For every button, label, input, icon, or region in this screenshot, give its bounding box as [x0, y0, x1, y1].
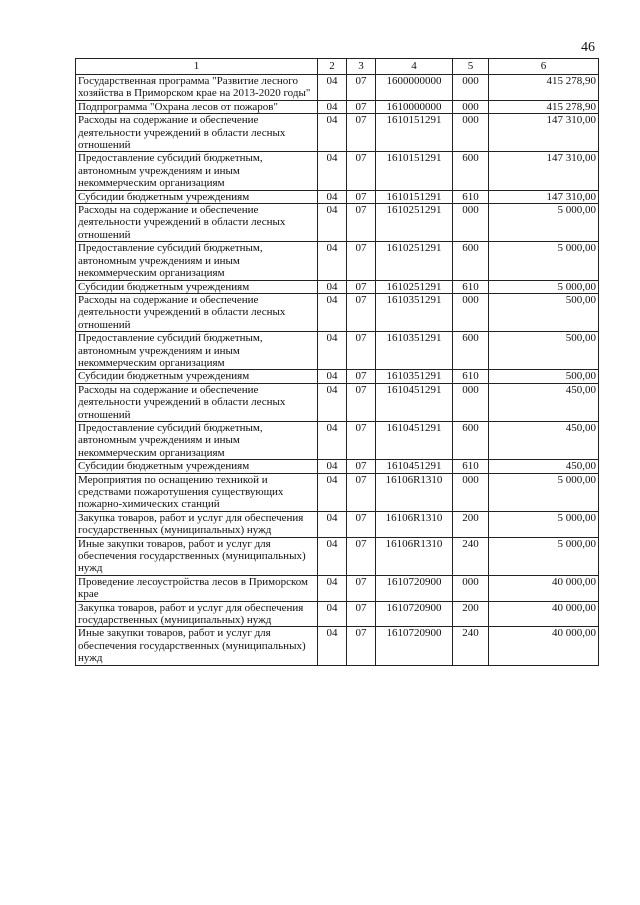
row-target-code: 1610000000 — [376, 100, 453, 113]
row-section: 04 — [318, 537, 347, 575]
row-name: Закупка товаров, работ и услуг для обеспечения государственных (муниципальных) нужд — [76, 601, 318, 627]
table-row — [76, 421, 599, 459]
header-cell-5: 5 — [453, 59, 489, 75]
row-expense-type: 610 — [453, 460, 489, 473]
row-expense-type: 240 — [453, 537, 489, 575]
row-expense-type: 600 — [453, 332, 489, 370]
table-row — [76, 332, 599, 370]
row-amount: 5 000,00 — [489, 511, 599, 537]
row-target-code: 1610720900 — [376, 575, 453, 601]
row-amount: 5 000,00 — [489, 473, 599, 511]
budget-table — [75, 58, 599, 666]
row-amount: 147 310,00 — [489, 114, 599, 152]
row-section: 04 — [318, 152, 347, 190]
row-target-code: 1610451291 — [376, 383, 453, 421]
row-amount: 40 000,00 — [489, 627, 599, 665]
row-name: Предоставление субсидий бюджетным, автономным учреждениям и иным некоммерческим организациям — [76, 242, 318, 280]
row-subsection: 07 — [347, 537, 376, 575]
row-subsection: 07 — [347, 293, 376, 331]
row-section: 04 — [318, 460, 347, 473]
row-expense-type: 200 — [453, 601, 489, 627]
table-row — [76, 627, 599, 665]
row-section: 04 — [318, 511, 347, 537]
row-expense-type: 000 — [453, 473, 489, 511]
row-amount: 5 000,00 — [489, 537, 599, 575]
row-expense-type: 240 — [453, 627, 489, 665]
row-subsection: 07 — [347, 332, 376, 370]
table-row — [76, 242, 599, 280]
row-target-code: 1610720900 — [376, 627, 453, 665]
table-row — [76, 280, 599, 293]
row-name: Расходы на содержание и обеспечение деятельности учреждений в области лесных отношений — [76, 114, 318, 152]
row-target-code: 1610151291 — [376, 152, 453, 190]
row-section: 04 — [318, 383, 347, 421]
row-amount: 450,00 — [489, 421, 599, 459]
row-name: Закупка товаров, работ и услуг для обеспечения государственных (муниципальных) нужд — [76, 511, 318, 537]
row-subsection: 07 — [347, 204, 376, 242]
row-expense-type: 600 — [453, 152, 489, 190]
row-amount: 500,00 — [489, 332, 599, 370]
row-section: 04 — [318, 332, 347, 370]
row-target-code: 1610251291 — [376, 242, 453, 280]
table-row — [76, 204, 599, 242]
row-name: Расходы на содержание и обеспечение деятельности учреждений в области лесных отношений — [76, 293, 318, 331]
header-cell-2: 2 — [318, 59, 347, 75]
row-expense-type: 600 — [453, 242, 489, 280]
row-expense-type: 610 — [453, 280, 489, 293]
header-cell-3: 3 — [347, 59, 376, 75]
row-target-code: 1610720900 — [376, 601, 453, 627]
row-subsection: 07 — [347, 421, 376, 459]
row-section: 04 — [318, 280, 347, 293]
table-row — [76, 293, 599, 331]
table-row — [76, 100, 599, 113]
row-target-code: 1600000000 — [376, 75, 453, 101]
row-amount: 5 000,00 — [489, 242, 599, 280]
row-amount: 40 000,00 — [489, 575, 599, 601]
row-section: 04 — [318, 190, 347, 203]
row-section: 04 — [318, 421, 347, 459]
row-subsection: 07 — [347, 100, 376, 113]
row-subsection: 07 — [347, 473, 376, 511]
row-amount: 147 310,00 — [489, 190, 599, 203]
row-target-code: 1610251291 — [376, 280, 453, 293]
row-expense-type: 610 — [453, 370, 489, 383]
row-expense-type: 000 — [453, 100, 489, 113]
row-amount: 415 278,90 — [489, 75, 599, 101]
row-expense-type: 200 — [453, 511, 489, 537]
row-subsection: 07 — [347, 460, 376, 473]
row-expense-type: 000 — [453, 383, 489, 421]
row-subsection: 07 — [347, 114, 376, 152]
row-target-code: 16106R1310 — [376, 473, 453, 511]
row-section: 04 — [318, 75, 347, 101]
row-name: Предоставление субсидий бюджетным, автономным учреждениям и иным некоммерческим организациям — [76, 421, 318, 459]
header-cell-6: 6 — [489, 59, 599, 75]
table-row — [76, 511, 599, 537]
row-amount: 5 000,00 — [489, 204, 599, 242]
row-target-code: 1610251291 — [376, 204, 453, 242]
row-subsection: 07 — [347, 627, 376, 665]
row-expense-type: 000 — [453, 293, 489, 331]
row-amount: 40 000,00 — [489, 601, 599, 627]
row-subsection: 07 — [347, 75, 376, 101]
row-expense-type: 610 — [453, 190, 489, 203]
row-name: Государственная программа "Развитие лесного хозяйства в Приморском крае на 2013-2020 годы" — [76, 75, 318, 101]
row-subsection: 07 — [347, 152, 376, 190]
row-subsection: 07 — [347, 575, 376, 601]
table-row — [76, 601, 599, 627]
row-name: Субсидии бюджетным учреждениям — [76, 280, 318, 293]
row-name: Предоставление субсидий бюджетным, автономным учреждениям и иным некоммерческим организациям — [76, 152, 318, 190]
header-cell-1: 1 — [76, 59, 318, 75]
row-name: Субсидии бюджетным учреждениям — [76, 370, 318, 383]
row-expense-type: 000 — [453, 114, 489, 152]
row-section: 04 — [318, 293, 347, 331]
row-section: 04 — [318, 473, 347, 511]
row-section: 04 — [318, 100, 347, 113]
row-subsection: 07 — [347, 383, 376, 421]
row-subsection: 07 — [347, 190, 376, 203]
table-row — [76, 114, 599, 152]
row-amount: 450,00 — [489, 383, 599, 421]
row-target-code: 1610451291 — [376, 460, 453, 473]
row-target-code: 16106R1310 — [376, 537, 453, 575]
row-name: Мероприятия по оснащению техникой и средствами пожаротушения существующих пожарно-химических станций — [76, 473, 318, 511]
row-expense-type: 000 — [453, 575, 489, 601]
row-section: 04 — [318, 204, 347, 242]
row-subsection: 07 — [347, 280, 376, 293]
table-row — [76, 370, 599, 383]
row-amount: 147 310,00 — [489, 152, 599, 190]
row-amount: 500,00 — [489, 370, 599, 383]
row-section: 04 — [318, 242, 347, 280]
row-amount: 450,00 — [489, 460, 599, 473]
row-expense-type: 000 — [453, 75, 489, 101]
row-section: 04 — [318, 627, 347, 665]
table-row — [76, 383, 599, 421]
row-subsection: 07 — [347, 370, 376, 383]
row-amount: 500,00 — [489, 293, 599, 331]
row-name: Подпрограмма "Охрана лесов от пожаров" — [76, 100, 318, 113]
page-number: 46 — [581, 40, 595, 55]
row-name: Проведение лесоустройства лесов в Приморском крае — [76, 575, 318, 601]
row-name: Субсидии бюджетным учреждениям — [76, 190, 318, 203]
table-row — [76, 75, 599, 101]
row-subsection: 07 — [347, 601, 376, 627]
row-amount: 415 278,90 — [489, 100, 599, 113]
row-target-code: 1610351291 — [376, 370, 453, 383]
row-target-code: 1610451291 — [376, 421, 453, 459]
row-target-code: 1610351291 — [376, 332, 453, 370]
table-row — [76, 152, 599, 190]
row-section: 04 — [318, 114, 347, 152]
table-row — [76, 190, 599, 203]
row-subsection: 07 — [347, 511, 376, 537]
table-row — [76, 537, 599, 575]
row-name: Предоставление субсидий бюджетным, автономным учреждениям и иным некоммерческим организациям — [76, 332, 318, 370]
row-subsection: 07 — [347, 242, 376, 280]
row-name: Иные закупки товаров, работ и услуг для обеспечения государственных (муниципальных) нужд — [76, 537, 318, 575]
row-target-code: 1610351291 — [376, 293, 453, 331]
row-section: 04 — [318, 575, 347, 601]
row-amount: 5 000,00 — [489, 280, 599, 293]
row-target-code: 16106R1310 — [376, 511, 453, 537]
row-target-code: 1610151291 — [376, 190, 453, 203]
table-row — [76, 460, 599, 473]
table-row — [76, 473, 599, 511]
row-target-code: 1610151291 — [376, 114, 453, 152]
table-row — [76, 575, 599, 601]
row-name: Иные закупки товаров, работ и услуг для обеспечения государственных (муниципальных) нужд — [76, 627, 318, 665]
row-name: Расходы на содержание и обеспечение деятельности учреждений в области лесных отношений — [76, 383, 318, 421]
row-expense-type: 000 — [453, 204, 489, 242]
header-row — [76, 59, 599, 75]
header-cell-4: 4 — [376, 59, 453, 75]
row-name: Расходы на содержание и обеспечение деятельности учреждений в области лесных отношений — [76, 204, 318, 242]
row-name: Субсидии бюджетным учреждениям — [76, 460, 318, 473]
row-expense-type: 600 — [453, 421, 489, 459]
row-section: 04 — [318, 370, 347, 383]
row-section: 04 — [318, 601, 347, 627]
